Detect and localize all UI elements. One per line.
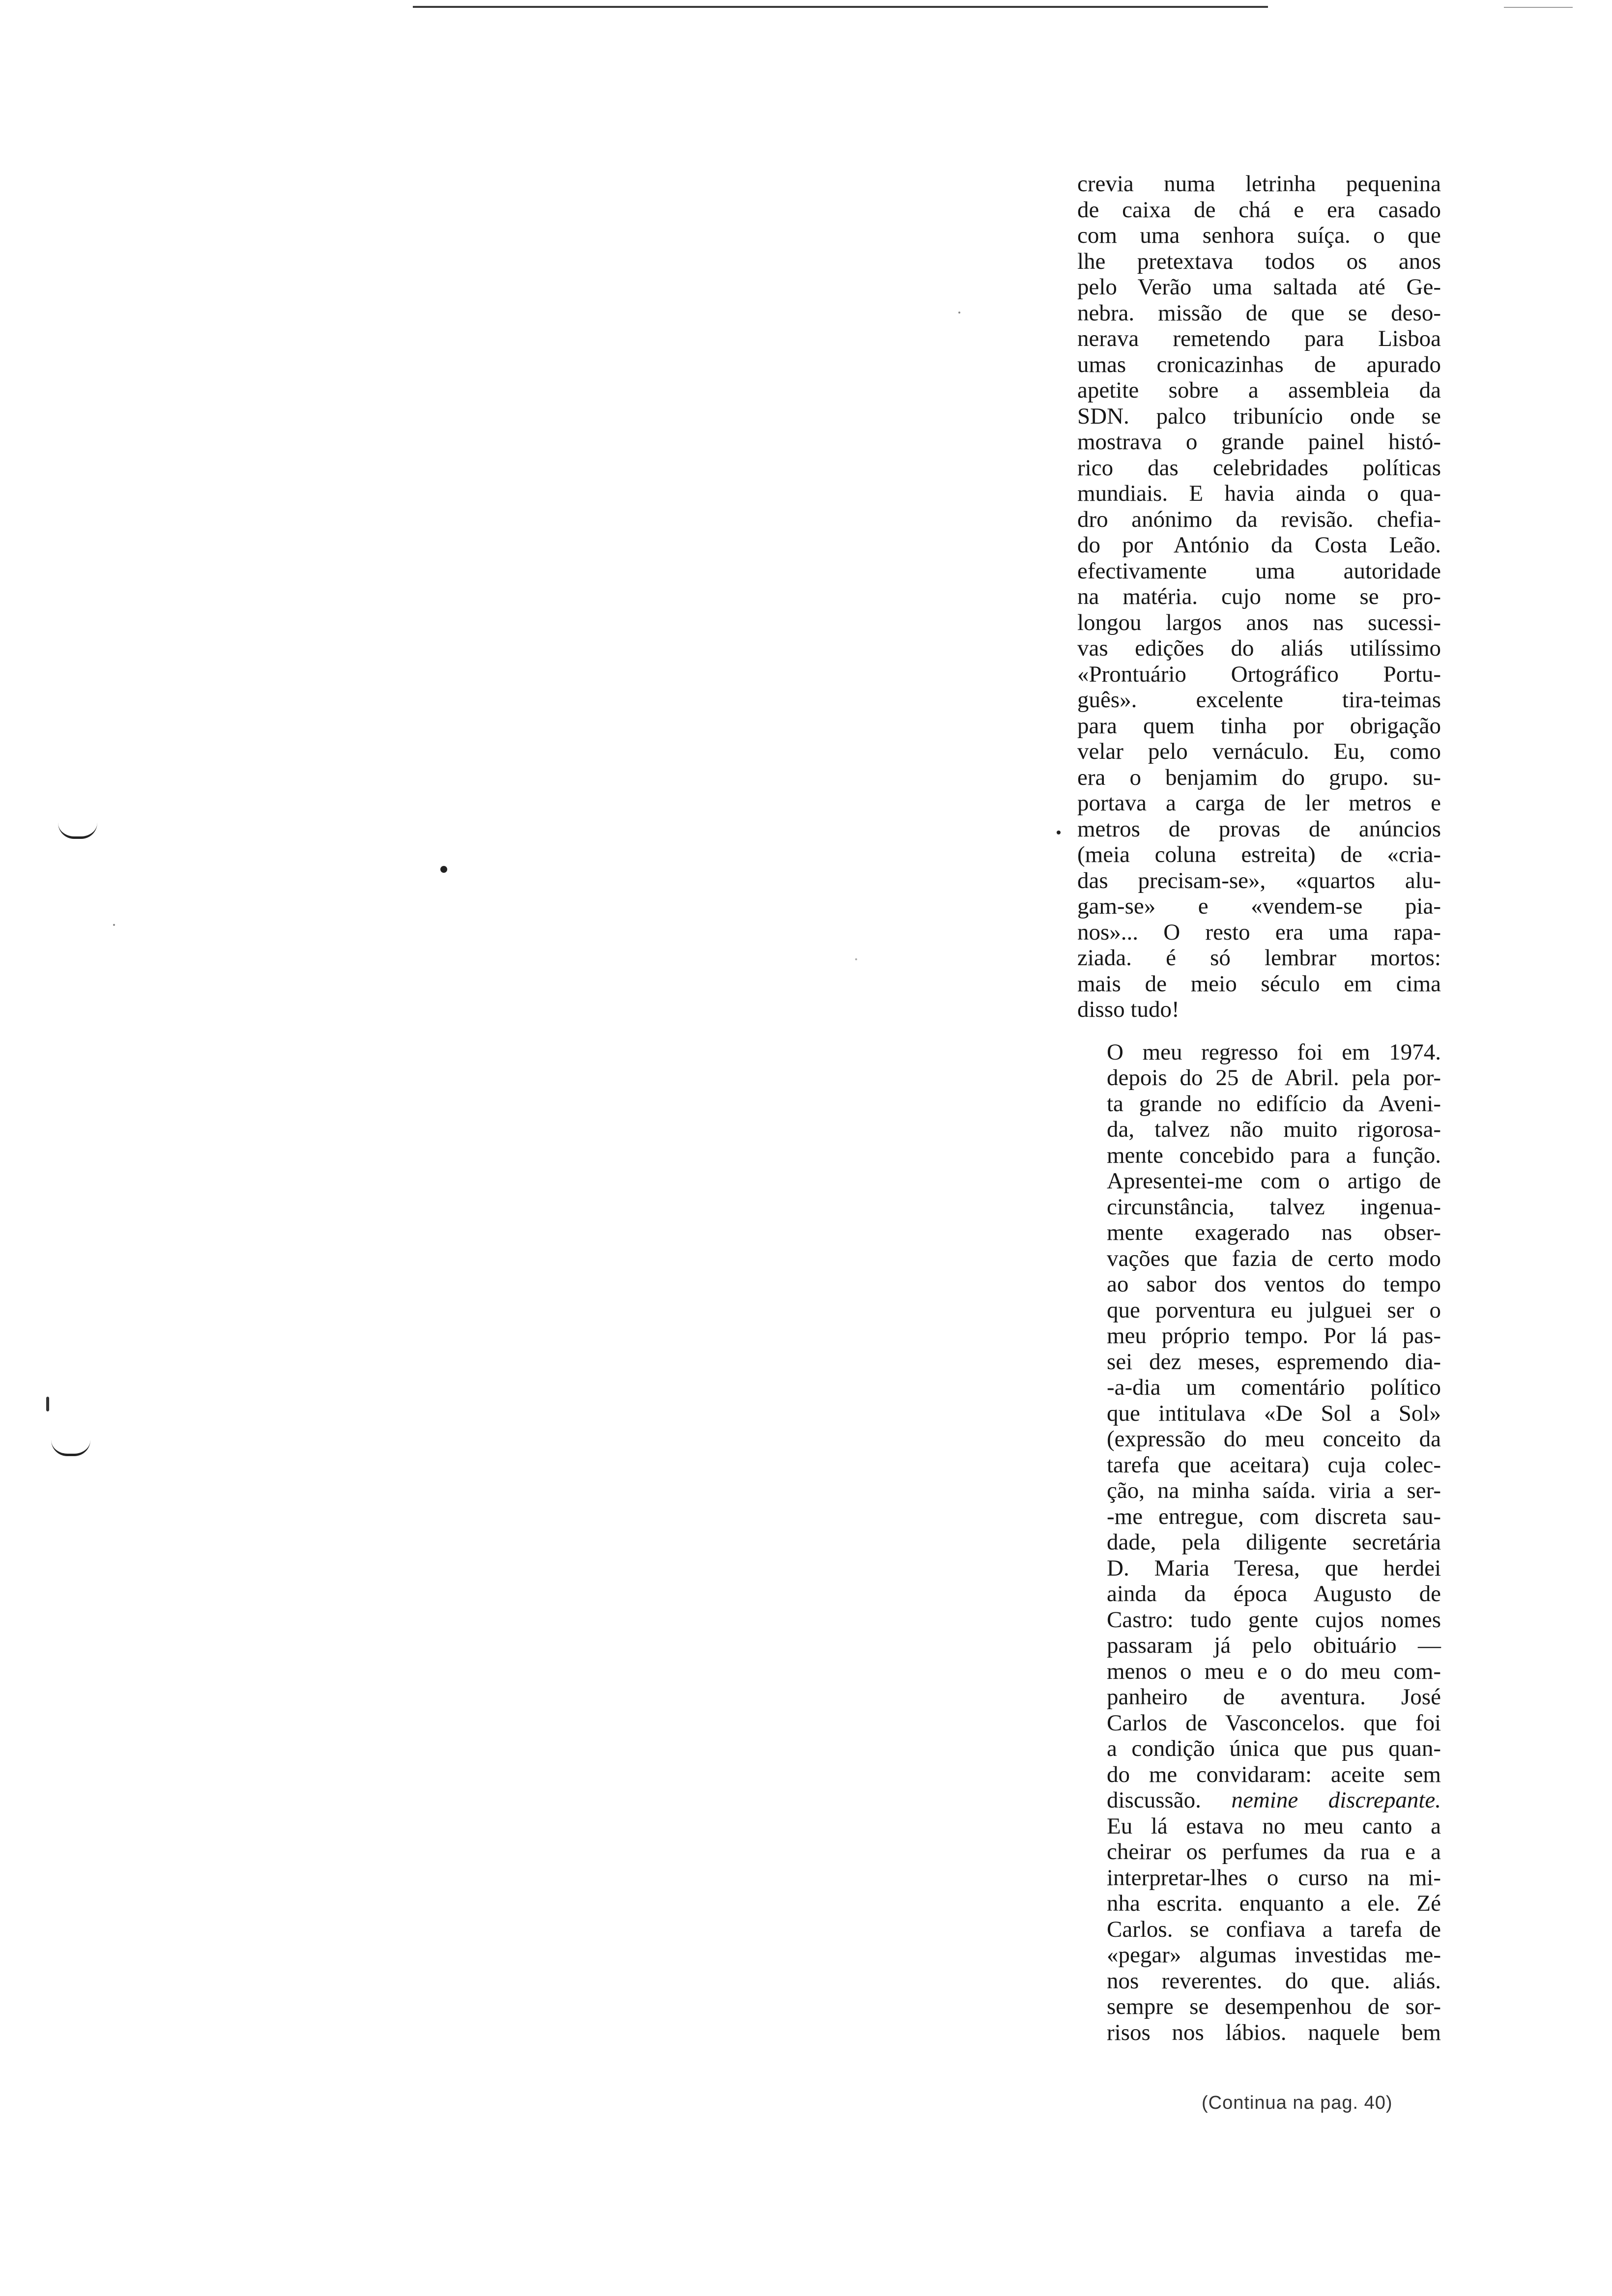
text-line: lhe pretextava todos os anos [1077,248,1441,274]
text-line: efectivamente uma autoridade [1077,558,1441,584]
text-line: mente exagerado nas obser- [1107,1220,1441,1245]
text-line: -a-dia um comentário político [1107,1375,1441,1400]
text-line: do por António da Costa Leão. [1077,532,1441,558]
text-line: Castro: tudo gente cujos nomes [1107,1607,1441,1633]
text-line: vas edições do aliás utilíssimo [1077,635,1441,661]
text-line: crevia numa letrinha pequenina [1077,171,1441,197]
text-line: pelo Verão uma saltada até Ge- [1077,274,1441,300]
scan-top-rule [413,6,1268,8]
text-line: -me entregue, com discreta sau- [1107,1503,1441,1529]
text-line: circunstância, talvez ingenua- [1107,1194,1441,1220]
text-line: nos reverentes. do que. aliás. [1107,1968,1441,1994]
scan-speck-2 [113,924,115,926]
text-line: com uma senhora suíça. o que [1077,223,1441,248]
text-line: era o benjamim do grupo. su- [1077,764,1441,790]
text-line: meu próprio tempo. Por lá pas- [1107,1323,1441,1349]
text-line: portava a carga de ler metros e [1077,790,1441,816]
text-line: passaram já pelo obituário — [1107,1633,1441,1658]
text-line: menos o meu e o do meu com- [1107,1658,1441,1684]
scan-mark-dot-small [1057,831,1061,834]
scan-mark-tick [46,1397,49,1411]
text-line: O meu regresso foi em 1974. [1107,1039,1441,1065]
text-line: para quem tinha por obrigação [1077,713,1441,739]
text-line: vações que fazia de certo modo [1107,1245,1441,1271]
text-line: nha escrita. enquanto a ele. Zé [1107,1891,1441,1916]
text-line: (meia coluna estreita) de «cria- [1077,842,1441,867]
text-line: apetite sobre a assembleia da [1077,377,1441,403]
text-line: na matéria. cujo nome se pro- [1077,584,1441,609]
text-line: a condição única que pus quan- [1107,1736,1441,1761]
text-line-mixed [1077,1787,1441,1813]
text-line: velar pelo vernáculo. Eu, como [1077,739,1441,764]
article-column [1077,171,1441,2045]
text-line: metros de provas de anúncios [1077,816,1441,842]
text-line: Carlos. se confiava a tarefa de [1107,1916,1441,1942]
text-line: cheirar os perfumes da rua e a [1107,1839,1441,1865]
text-line: ainda da época Augusto de [1107,1581,1441,1607]
text-line: das precisam-se», «quartos alu- [1077,867,1441,893]
text-line: nos»... O resto era uma rapa- [1077,919,1441,945]
text-line: ziada. é só lembrar mortos: [1077,945,1441,971]
text-fragment: discussão. [1107,1787,1232,1813]
text-line: panheiro de aventura. José [1107,1684,1441,1710]
text-line: ta grande no edifício da Aveni- [1107,1091,1441,1117]
text-line: Eu lá estava no meu canto a [1107,1813,1441,1839]
text-line: de caixa de chá e era casado [1077,197,1441,223]
text-line: (expressão do meu conceito da [1107,1426,1441,1452]
text-line: risos nos lábios. naquele bem [1107,2019,1441,2045]
text-line: depois do 25 de Abril. pela por- [1107,1065,1441,1091]
text-line: que porventura eu julguei ser o [1107,1297,1441,1323]
text-line: que intitulava «De Sol a Sol» [1107,1400,1441,1426]
text-line: mente concebido para a função. [1107,1142,1441,1168]
text-line: sei dez meses, espremendo dia- [1107,1349,1441,1375]
text-line: rico das celebridades políticas [1077,455,1441,481]
text-line: do me convidaram: aceite sem [1107,1761,1441,1787]
scan-speck-3 [855,958,857,960]
text-line: interpretar-lhes o curso na mi- [1107,1865,1441,1891]
text-line: da, talvez não muito rigorosa- [1107,1117,1441,1142]
text-line: ção, na minha saída. viria a ser- [1107,1478,1441,1503]
article-paragraph-2 [1077,1039,1441,2046]
text-line: Apresentei-me com o artigo de [1107,1168,1441,1194]
text-line: «Prontuário Ortográfico Portu- [1077,661,1441,687]
text-line: gam-se» e «vendem-se pia- [1077,893,1441,919]
text-line: sempre se desempenhou de sor- [1107,1994,1441,2019]
text-line: tarefa que aceitara) cuja colec- [1107,1452,1441,1478]
scan-mark-dot [440,866,447,873]
scan-top-rule-right [1504,7,1573,8]
scan-mark-curve-2 [51,1440,90,1456]
latin-phrase: nemine discrepante. [1231,1787,1441,1813]
text-line: «pegar» algumas investidas me- [1107,1942,1441,1968]
scan-speck-1 [958,312,960,314]
scan-mark-curve-1 [58,823,97,839]
text-line: dro anónimo da revisão. chefia- [1077,506,1441,532]
text-line: mais de meio século em cima [1077,971,1441,997]
text-line: guês». excelente tira-teimas [1077,687,1441,713]
text-line: longou largos anos nas sucessi- [1077,609,1441,635]
continuation-note: (Continua na pag. 40) [1202,2093,1393,2113]
text-line: dade, pela diligente secretária [1107,1529,1441,1555]
text-line: mostrava o grande painel histó- [1077,429,1441,455]
text-line: disso tudo! [1077,997,1180,1022]
text-line: nerava remetendo para Lisboa [1077,326,1441,351]
article-paragraph-1 [1077,171,1441,1023]
text-line: nebra. missão de que se deso- [1077,300,1441,326]
text-line: Carlos de Vasconcelos. que foi [1107,1710,1441,1736]
text-line: D. Maria Teresa, que herdei [1107,1555,1441,1581]
text-line: SDN. palco tribunício onde se [1077,403,1441,429]
text-line: umas cronicazinhas de apurado [1077,351,1441,377]
text-line: ao sabor dos ventos do tempo [1107,1271,1441,1297]
text-line: mundiais. E havia ainda o qua- [1077,481,1441,506]
